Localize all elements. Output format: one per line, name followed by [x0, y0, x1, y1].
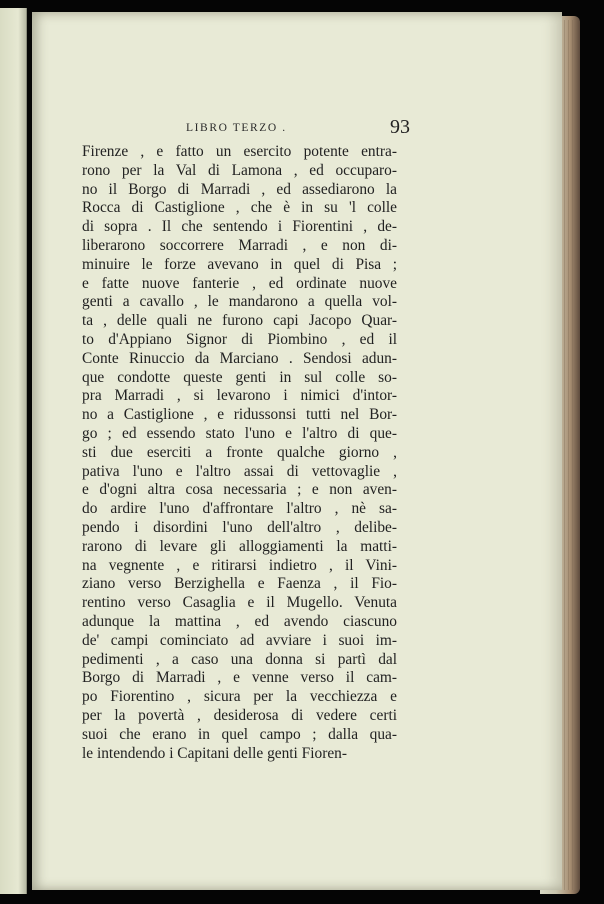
previous-page-edge	[0, 8, 27, 894]
text-line: rarono di levare gli alloggiamenti la matti-	[82, 537, 397, 555]
text-line: per la povertà , desiderosa di vedere certi	[82, 706, 397, 724]
text-line: que condotte queste genti in sul colle so-	[82, 368, 397, 386]
text-line: genti a cavallo , le mandarono a quella vol-	[82, 293, 397, 311]
text-line: de' campi cominciato ad avviare i suoi im-	[82, 631, 397, 649]
text-line: na vegnente , e ritirarsi indietro , il Vini-	[82, 556, 397, 574]
text-line: rono per la Val di Lamona , ed occuparo-	[82, 161, 397, 179]
text-line: go ; ed essendo stato l'uno e l'altro di que-	[82, 424, 397, 442]
text-line: e d'ogni altra cosa necessaria ; e non aven-	[82, 481, 397, 499]
text-line: Conte Rinuccio da Marciano . Sendosi adun-	[82, 349, 397, 367]
text-line: pativa l'uno e l'altro assai di vettovaglie ,	[82, 462, 397, 480]
text-line: suoi che erano in quel campo ; dalla qua-	[82, 725, 397, 743]
text-line: ziano verso Berzighella e Faenza , il Fio-	[82, 575, 397, 593]
text-line: le intendendo i Capitani delle genti Fioren-	[82, 744, 347, 762]
text-line: to d'Appiano Signor di Piombino , ed il	[82, 330, 397, 348]
text-line: pendo i disordini l'uno dell'altro , delibe-	[82, 518, 397, 536]
page-number: 93	[390, 116, 410, 138]
text-line: ta , delle quali ne furono capi Jacopo Quar-	[82, 312, 397, 330]
body-text	[82, 143, 397, 763]
text-line: no il Borgo di Marradi , ed assediarono la	[82, 180, 397, 198]
running-head	[150, 116, 410, 140]
text-line: do ardire l'uno d'affrontare l'altro , nè sa-	[82, 500, 397, 518]
text-line: minuire le forze avevano in quel di Pisa ;	[82, 255, 397, 273]
text-line: di sopra . Il che sentendo i Fiorentini , de-	[82, 218, 397, 236]
text-line: rentino verso Casaglia e il Mugello. Venuta	[82, 594, 397, 612]
text-line: Firenze , e fatto un esercito potente entra-	[82, 143, 397, 160]
text-line: po Fiorentino , sicura per la vecchiezza e	[82, 688, 397, 706]
text-line: adunque la mattina , ed avendo ciascuno	[82, 612, 397, 630]
text-line: e fatte nuove fanterie , ed ordinate nuove	[82, 274, 397, 292]
running-head-title: LIBRO TERZO .	[186, 122, 287, 134]
text-line: Borgo di Marradi , e venne verso il cam-	[82, 669, 397, 687]
text-line: no a Castiglione , e ridussonsi tutti nel Bor-	[82, 406, 397, 424]
text-line: liberarono soccorrere Marradi , e non di-	[82, 236, 397, 254]
text-line: pedimenti , a caso una donna si partì dal	[82, 650, 397, 668]
text-line: sti due eserciti a fronte qualche giorno ,	[82, 443, 397, 461]
text-line: pra Marradi , si levarono i nimici d'intor-	[82, 387, 397, 405]
text-line: Rocca di Castiglione , che è in su 'l colle	[82, 199, 397, 217]
